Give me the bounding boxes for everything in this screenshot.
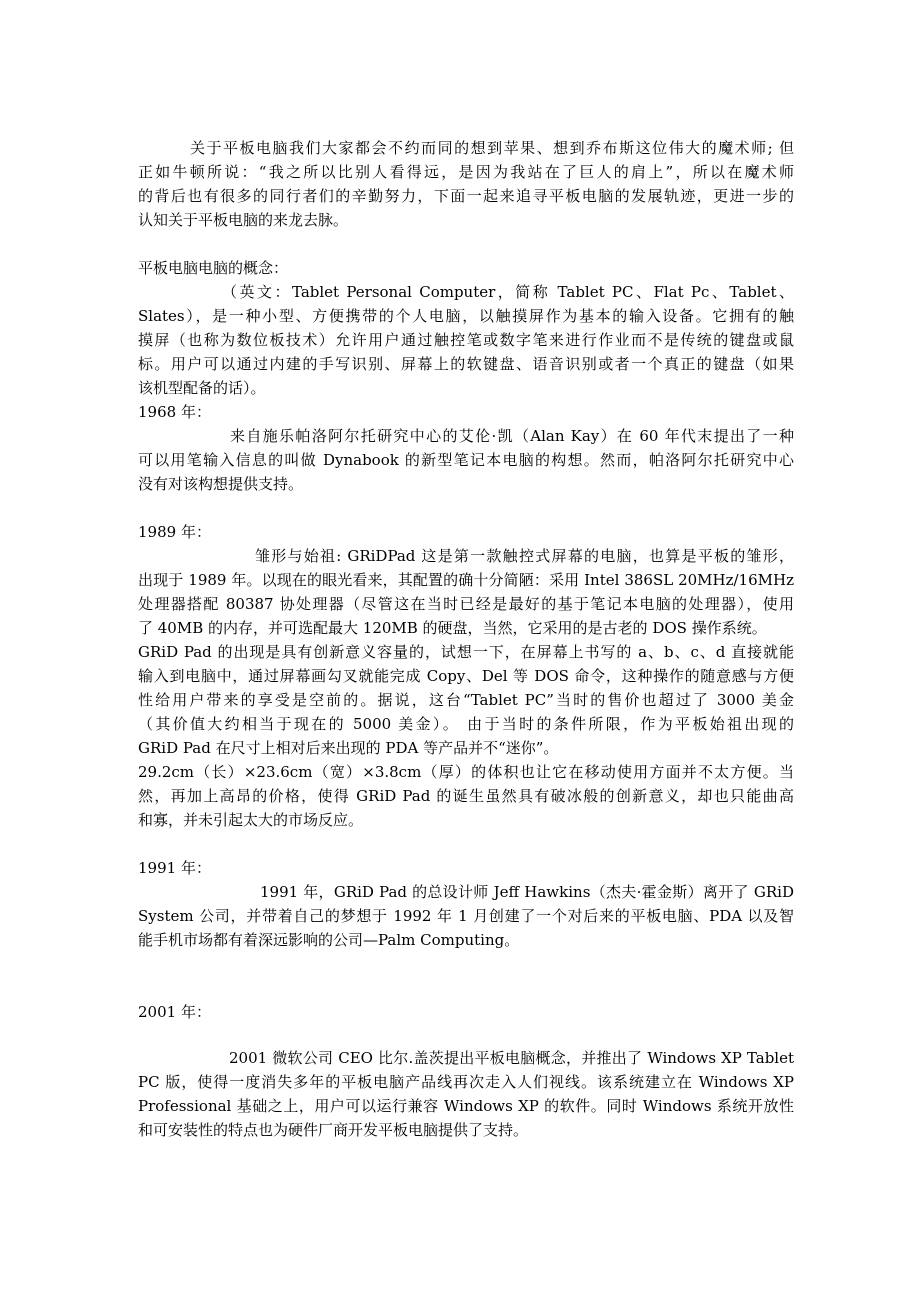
paragraph-line: 雏形与始祖: GRiDPad 这是第一款触控式屏幕的电脑，也算是平板的雏形，: [255, 547, 794, 565]
paragraph-line: System 公司，并带着自己的梦想于 1992 年 1 月创建了一个对后来的平板电脑、PDA 以及智: [138, 907, 794, 925]
paragraph-line: （其价值大约相当于现在的 5000 美金）。 由于当时的条件所限，作为平板始祖出现的: [138, 715, 794, 733]
paragraph-line: 输入到电脑中，通过屏幕画勾叉就能完成 Copy、Del 等 DOS 命令，这种操作的随意感与方便: [138, 667, 794, 685]
paragraph-line: PC 版，使得一度消失多年的平板电脑产品线再次走入人们视线。该系统建立在 Windows XP: [138, 1073, 794, 1091]
paragraph-line: 出现于 1989 年。以现在的眼光看来，其配置的确十分简陋：采用 Intel 386SL 20MHz/16MHz: [138, 571, 794, 589]
section-heading: 1989 年：: [138, 523, 211, 541]
paragraph-line: （英文：Tablet Personal Computer，简称 Tablet PC、Flat Pc、Tablet、: [222, 283, 794, 301]
section-heading: 1968 年：: [138, 403, 211, 421]
paragraph-line: GRiD Pad 的出现是具有创新意义容量的，试想一下，在屏幕上书写的 a、b、c、d 直接就能: [138, 643, 794, 661]
paragraph-line: 标。用户可以通过内建的手写识别、屏幕上的软键盘、语音识别或者一个真正的键盘（如果: [138, 355, 794, 373]
paragraph-line: 1991 年，GRiD Pad 的总设计师 Jeff Hawkins（杰夫·霍金斯）离开了 GRiD: [260, 883, 794, 901]
paragraph-line: 的背后也有很多的同行者们的辛勤努力，下面一起来追寻平板电脑的发展轨迹，更进一步的: [138, 187, 794, 205]
paragraph-line: 正如牛顿所说：“我之所以比别人看得远，是因为我站在了巨人的肩上”，所以在魔术师: [138, 163, 794, 181]
paragraph-line: 性给用户带来的享受是空前的。据说，这台“Tablet PC”当时的售价也超过了 3000 美金: [138, 691, 794, 709]
paragraph-line: Professional 基础之上，用户可以运行兼容 Windows XP 的软件。同时 Windows 系统开放性: [138, 1097, 794, 1115]
paragraph-line: 2001 微软公司 CEO 比尔.盖茨提出平板电脑概念，并推出了 Windows XP Tablet: [229, 1049, 794, 1067]
paragraph-line: 能手机市场都有着深远影响的公司—Palm Computing。: [138, 931, 520, 949]
paragraph-line: 该机型配备的话）。: [138, 379, 266, 397]
section-heading: 1991 年：: [138, 859, 211, 877]
paragraph-line: GRiD Pad 在尺寸上相对后来出现的 PDA 等产品并不“迷你”。: [138, 739, 559, 757]
paragraph-line: 和寡，并未引起太大的市场反应。: [138, 811, 364, 829]
paragraph-line: 处理器搭配 80387 协处理器（尽管这在当时已经是最好的基于笔记本电脑的处理器），使用: [138, 595, 794, 613]
paragraph-line: 然，再加上高昂的价格，使得 GRiD Pad 的诞生虽然具有破冰般的创新意义，却也只能曲高: [138, 787, 794, 805]
paragraph-line: 关于平板电脑我们大家都会不约而同的想到苹果、想到乔布斯这位伟大的魔术师; 但: [190, 139, 794, 157]
paragraph-line: Slates），是一种小型、方便携带的个人电脑，以触摸屏作为基本的输入设备。它拥有的触: [138, 307, 794, 325]
paragraph-line: 29.2cm（长）×23.6cm（宽）×3.8cm（厚）的体积也让它在移动使用方面并不太方便。当: [138, 763, 794, 781]
paragraph-line: 了 40MB 的内存，并可选配最大 120MB 的硬盘，当然，它采用的是古老的 DOS 操作系统。: [138, 619, 767, 637]
paragraph-line: 摸屏（也称为数位板技术）允许用户通过触控笔或数字笔来进行作业而不是传统的键盘或鼠: [138, 331, 794, 349]
paragraph-line: 和可安装性的特点也为硬件厂商开发平板电脑提供了支持。: [138, 1121, 529, 1139]
section-heading: 2001 年：: [138, 1003, 211, 1021]
paragraph-line: 来自施乐帕洛阿尔托研究中心的艾伦·凯（Alan Kay）在 60 年代末提出了一种: [230, 427, 794, 445]
paragraph-line: 认知关于平板电脑的来龙去脉。: [138, 211, 349, 229]
section-heading: 平板电脑电脑的概念：: [138, 259, 289, 277]
paragraph-line: 没有对该构想提供支持。: [138, 475, 304, 493]
paragraph-line: 可以用笔输入信息的叫做 Dynabook 的新型笔记本电脑的构想。然而，帕洛阿尔托研究中心: [138, 451, 794, 469]
